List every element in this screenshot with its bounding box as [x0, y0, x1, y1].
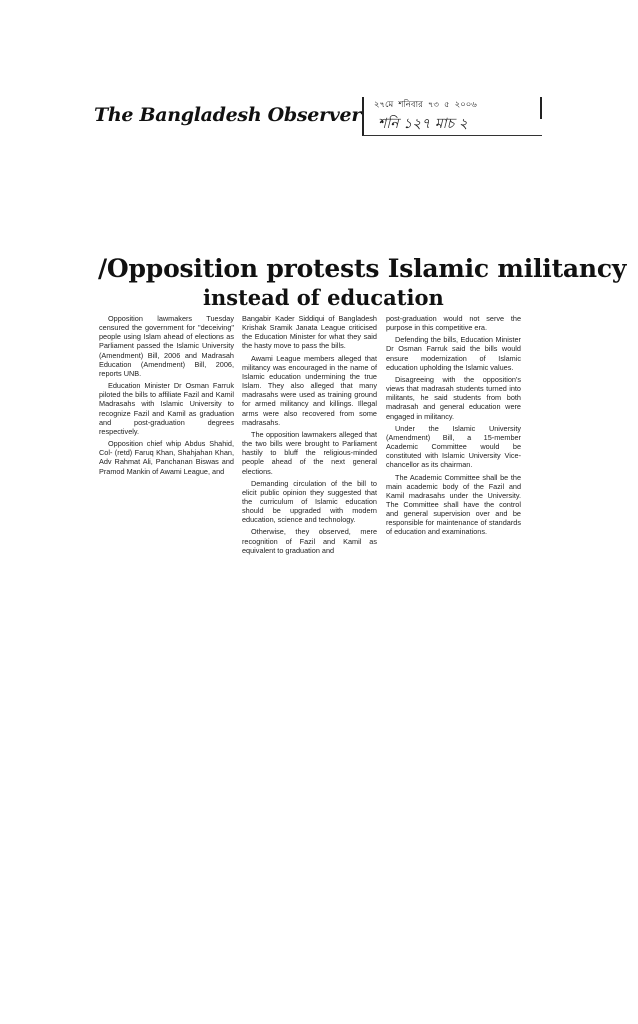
headline-line-2: instead of education: [203, 285, 444, 310]
paragraph: Education Minister Dr Osman Farruk piloted the bills to affiliate Fazil and Kamil Madrasahs with Islamic University to recognize Fazil and Kamil as graduation and post-graduation degrees respectively.: [99, 381, 234, 436]
paragraph: Bangabir Kader Siddiqui of Bangladesh Krishak Sramik Janata League criticised the Education Minister for what they said the hasty move to pass the bills.: [242, 314, 377, 351]
paragraph: Under the Islamic University (Amendment) Bill, a 15-member Academic Committee would be constituted with Islamic University Vice-chancellor as its chairman.: [386, 423, 521, 470]
stamp-printed-date: ২৭মে শনিবার ৭৩ ৫ ২০০৬: [374, 100, 477, 110]
paragraph: Disagreeing with the opposition's views that madrasah students turned into militants, he said students from both madrasah and general education were engaged in militancy.: [386, 374, 521, 421]
paragraph: Opposition lawmakers Tuesday censured the government for "deceiving" people using Islam ahead of elections as Parliament passed the Islamic University (Amendment) Bill, 2006 and Madrasah Education (Amendment) Bill, 2006, reports UNB.: [99, 314, 234, 378]
article-column-1: [99, 314, 234, 479]
stamp-border: [540, 97, 542, 119]
headline-line-1: /Opposition protests Islamic militancy: [98, 254, 627, 283]
article-column-3: [386, 314, 521, 592]
paragraph: Opposition chief whip Abdus Shahid, Col- (retd) Faruq Khan, Shahjahan Khan, Adv Rahmat Ali, Panchanan Biswas and Pramod Mankin of Awami League, and: [99, 439, 234, 476]
paragraph: Otherwise, they observed, mere recognition of Fazil and Kamil as equivalent to graduation and: [242, 527, 377, 555]
paragraph: The Academic Committee shall be the main academic body of the Fazil and Kamil madrasahs under the University. The Committee shall have the control and general supervision over and be responsible for maintenance of standards of education and examinations.: [386, 472, 521, 537]
article-column-2: [242, 314, 377, 592]
paragraph: Awami League members alleged that militancy was encouraged in the name of Islamic education undermining the true Islam. They also alleged that many madrasahs were used as training ground for armed militancy and killings. Illegal arms were also recovered from some madrasahs.: [242, 353, 377, 427]
date-stamp: [362, 97, 542, 136]
stamp-handwritten-date: শনি ১২৭ মাচ ২: [378, 116, 468, 132]
paragraph: Defending the bills, Education Minister Dr Osman Farruk said the bills would ensure modernization of Islamic education upholding the Islamic values.: [386, 335, 521, 372]
paragraph: Demanding circulation of the bill to elicit public opinion they suggested that the curriculum of Islamic education should be upgraded with modern education, science and technology.: [242, 478, 377, 525]
newspaper-masthead: The Bangladesh Observer: [94, 104, 362, 126]
paragraph: post-graduation would not serve the purpose in this competitive era.: [386, 314, 521, 333]
paragraph: The opposition lawmakers alleged that the two bills were brought to Parliament hastily to bluff the religious-minded people ahead of the next general elections.: [242, 429, 377, 476]
